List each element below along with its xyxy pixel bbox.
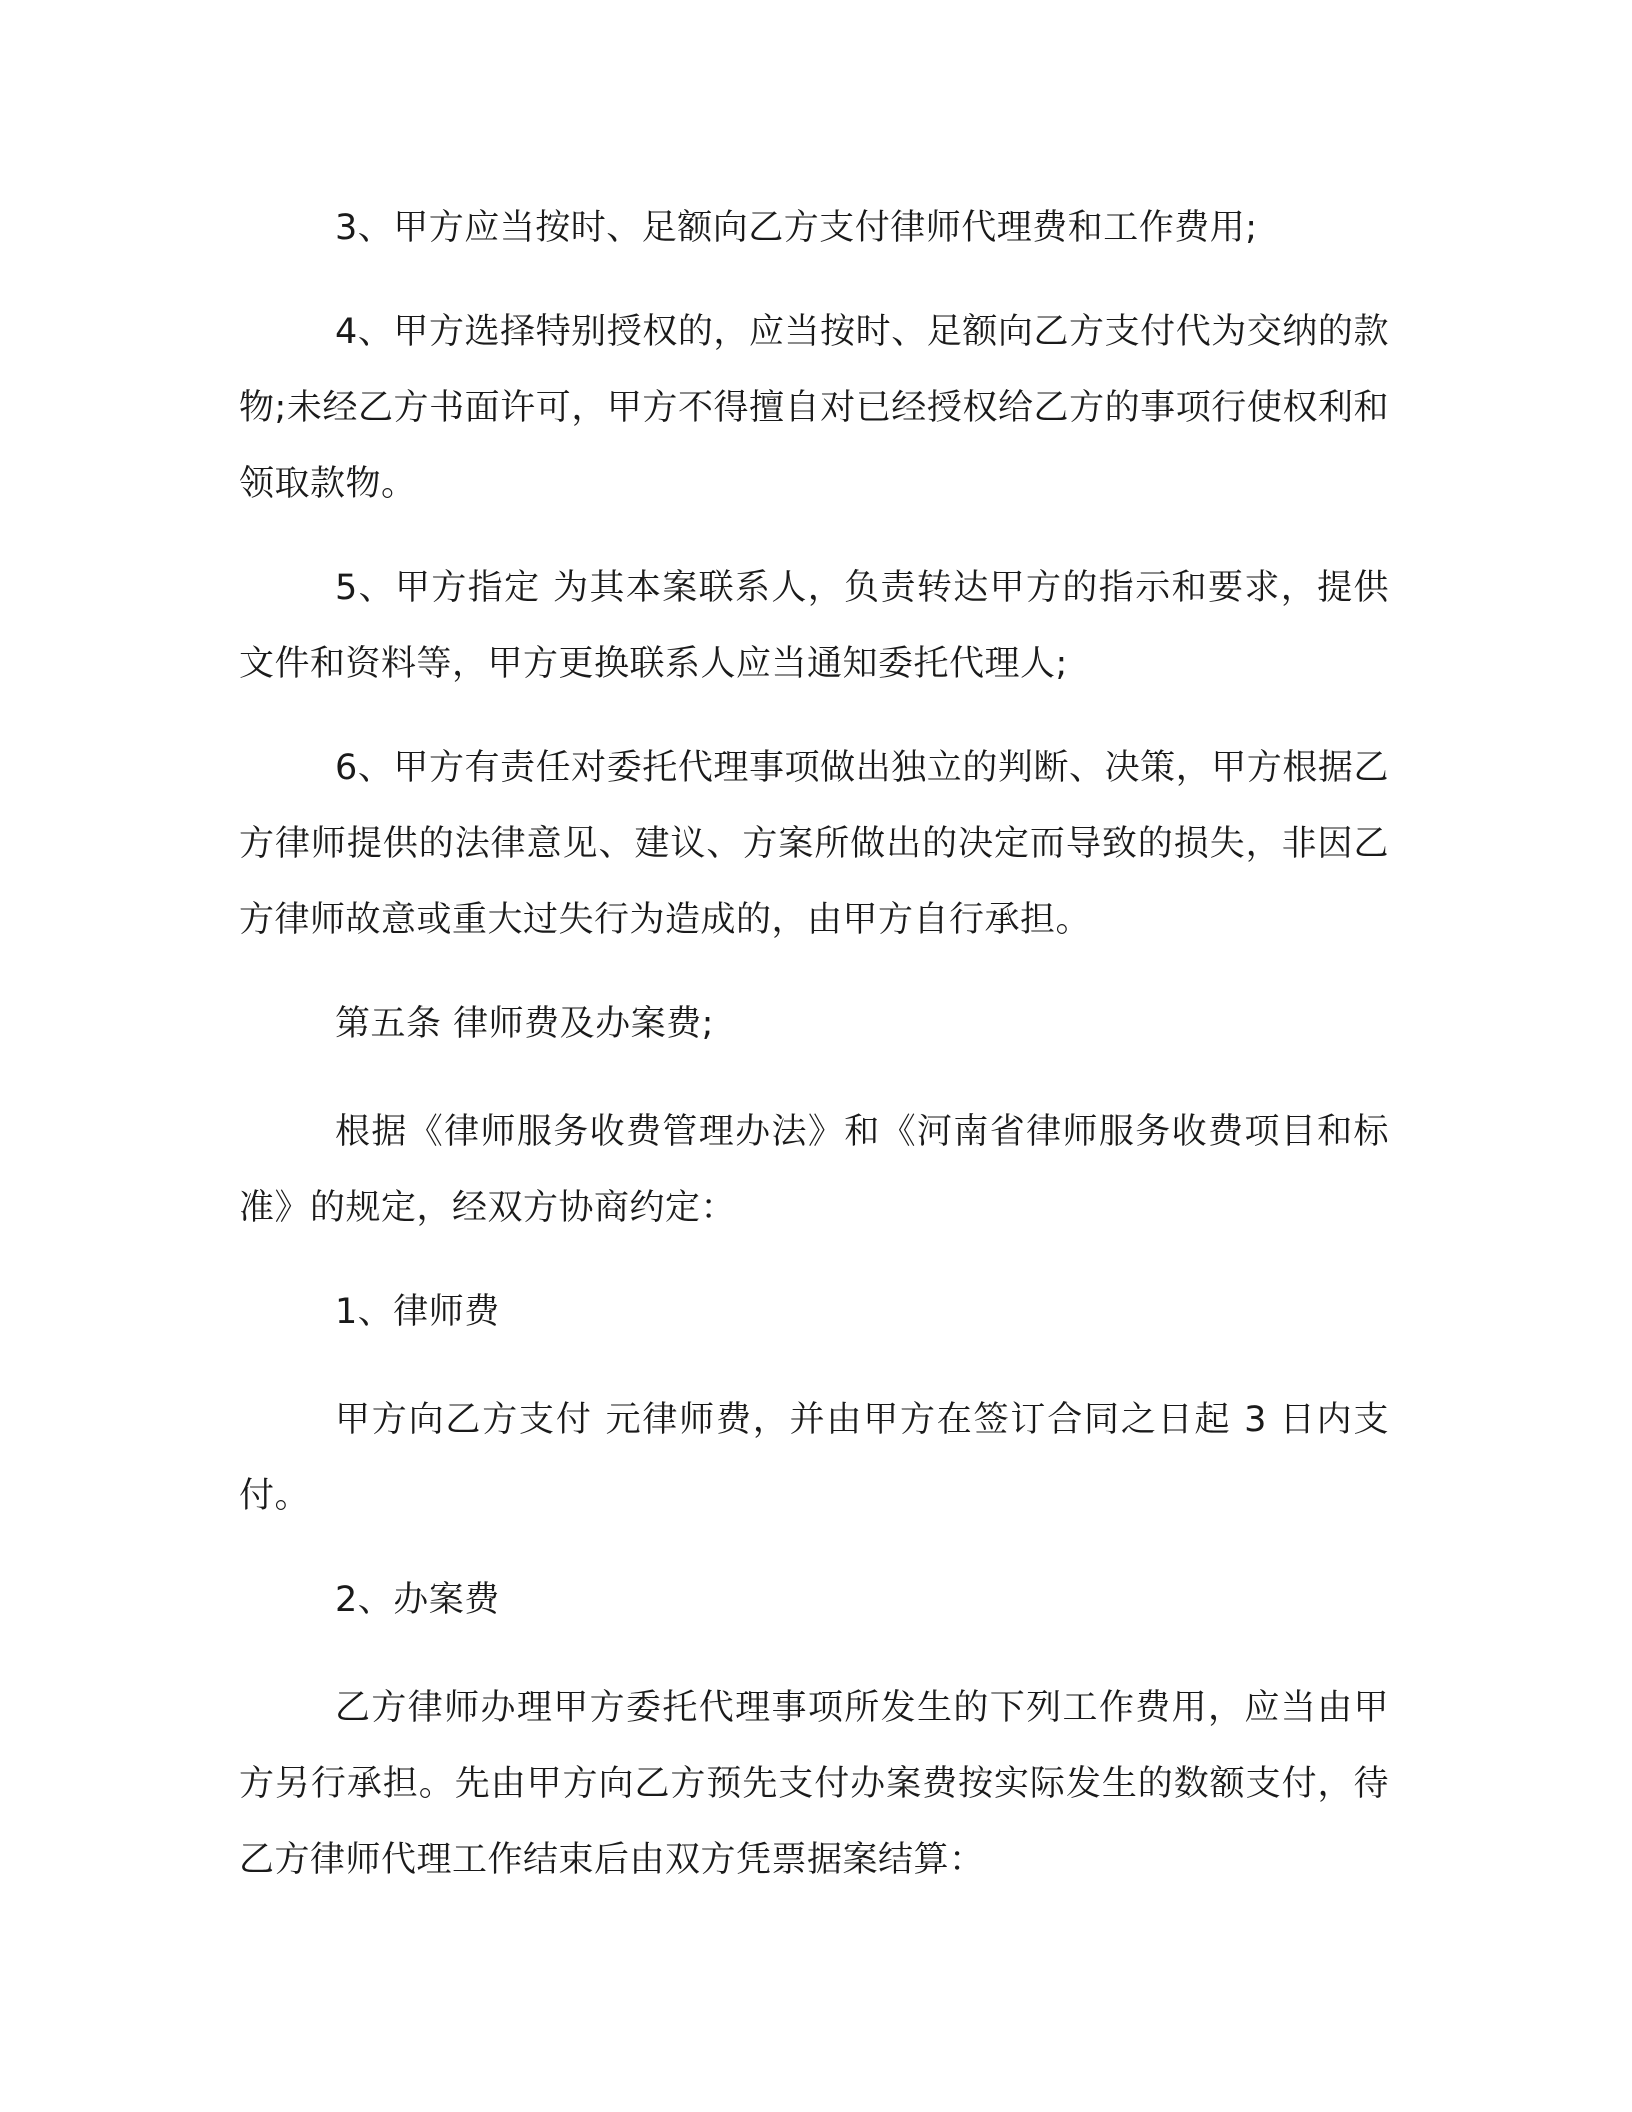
clause-6-independent-judgment: 6、甲方有责任对委托代理事项做出独立的判断、决策，甲方根据乙方律师提供的法律意见、建议、方案所做出的决定而导致的损失，非因乙方律师故意或重大过失行为造成的，由甲方自行承担。 — [239, 748, 1389, 940]
clause-3-payment-duty: 3、甲方应当按时、足额向乙方支付律师代理费和工作费用; — [335, 208, 1258, 248]
case-expense-paragraph: 乙方律师办理甲方委托代理事项所发生的下列工作费用，应当由甲方另行承担。先由甲方向乙方预先支付办案费按实际发生的数额支付，待乙方律师代理工作结束后由双方凭票据案结算： — [239, 1688, 1389, 1880]
lawyer-fee-paragraph: 甲方向乙方支付 元律师费，并由甲方在签订合同之日起 3 日内支付。 — [239, 1400, 1389, 1516]
fee-basis-paragraph: 根据《律师服务收费管理办法》和《河南省律师服务收费项目和标准》的规定，经双方协商约定： — [239, 1112, 1389, 1228]
lawyer-fee-heading: 1、律师费 — [335, 1292, 500, 1332]
article-5-heading: 第五条 律师费及办案费; — [335, 1004, 714, 1044]
case-expense-heading: 2、办案费 — [335, 1580, 500, 1620]
document-body — [239, 190, 1389, 1926]
clause-4-special-authorization: 4、甲方选择特别授权的，应当按时、足额向乙方支付代为交纳的款物;未经乙方书面许可，甲方不得擅自对已经授权给乙方的事项行使权利和领取款物。 — [239, 312, 1389, 504]
clause-5-contact-person: 5、甲方指定 为其本案联系人，负责转达甲方的指示和要求，提供文件和资料等，甲方更换联系人应当通知委托代理人; — [239, 568, 1389, 684]
